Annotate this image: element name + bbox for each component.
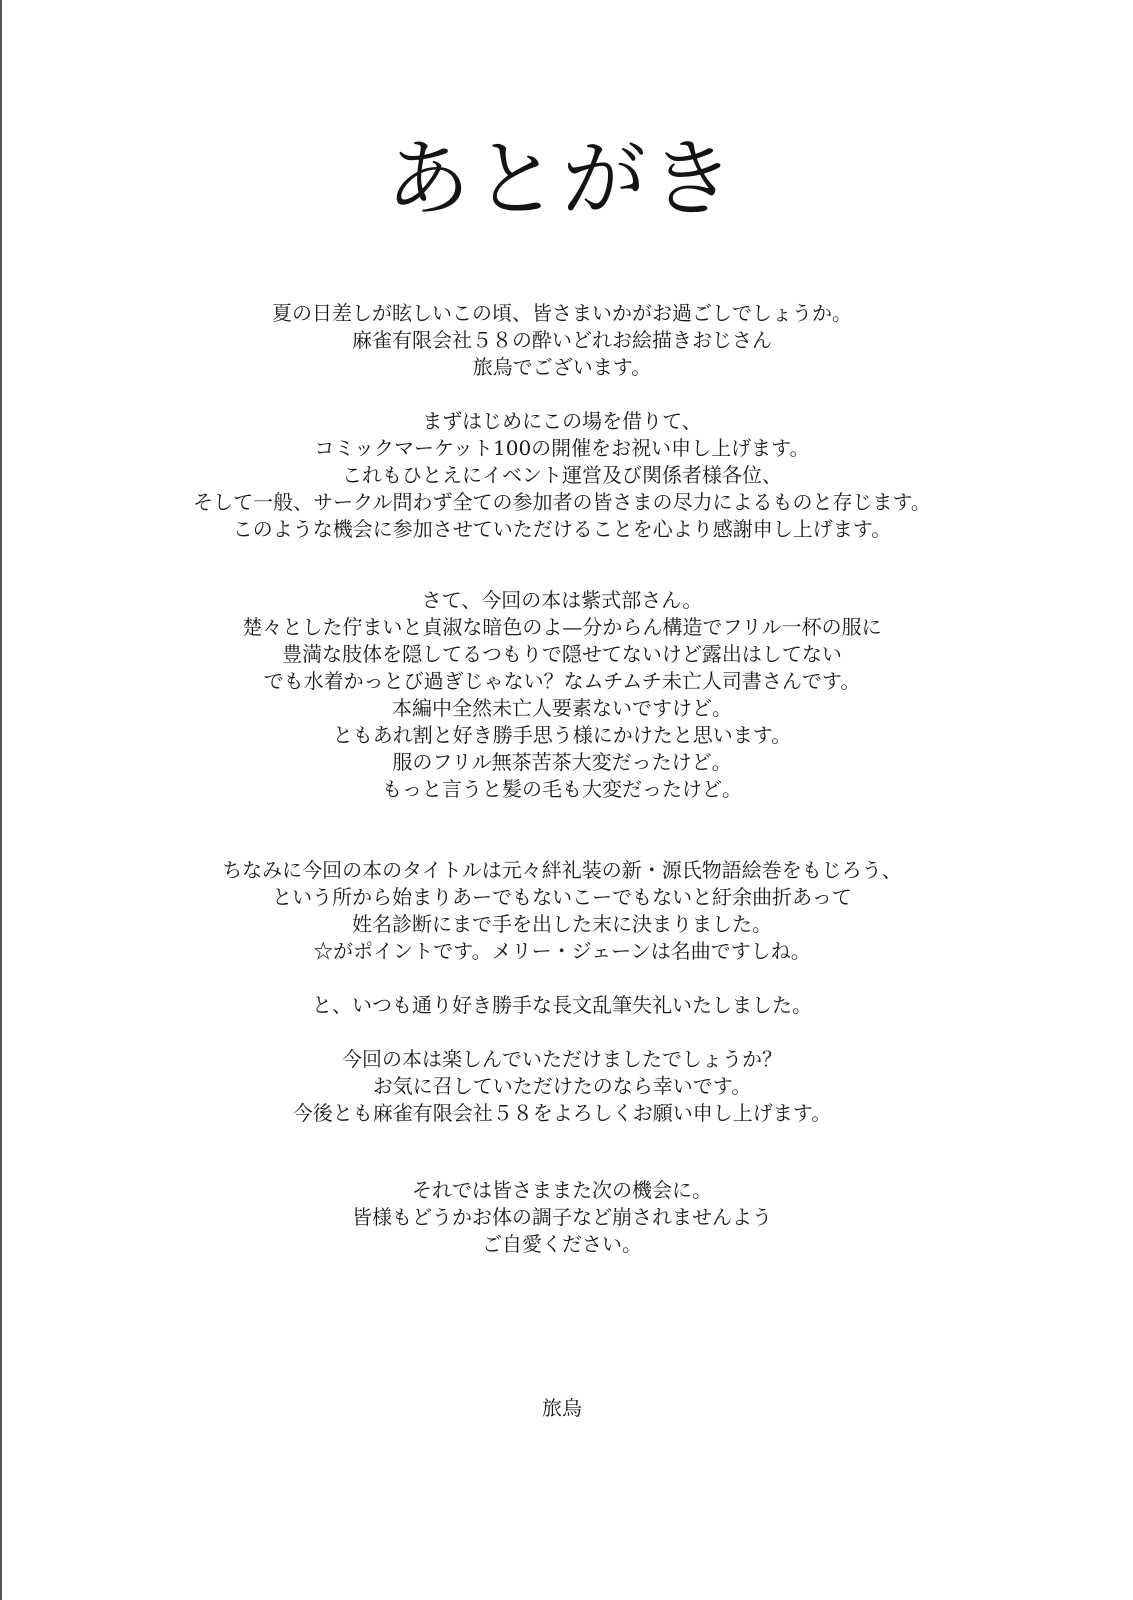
text-line: お気に召していただけたのなら幸いです。 [372, 1074, 752, 1098]
author-signature: 旅烏 [542, 1396, 582, 1420]
text-line: と、いつも通り好き勝手な長文乱筆失礼いたしました。 [312, 993, 812, 1017]
text-line: 姓名診断にまで手を出した末に決まりました。 [352, 912, 772, 936]
page-title: あとがき [385, 130, 738, 229]
paragraph-spacer [2, 543, 1122, 587]
text-line: それでは皆さままた次の機会に。 [412, 1178, 712, 1202]
paragraph-farewell [2, 1177, 1122, 1258]
text-line: 楚々とした佇まいと貞淑な暗色のよ—分からん構造でフリル一杯の服に [242, 615, 882, 639]
paragraph-greeting [2, 300, 1122, 381]
afterword-body [2, 300, 1122, 1258]
text-line: という所から始まりあーでもないこーでもないと紆余曲折あって [272, 885, 852, 909]
text-line: 今回の本は楽しんでいただけましたでしょうか？ [342, 1047, 782, 1071]
text-line: ご自愛ください。 [482, 1232, 642, 1256]
text-line: これもひとえにイベント運営及び関係者様各位、 [342, 463, 782, 487]
text-line: 今後とも麻雀有限会社５８をよろしくお願い申し上げます。 [292, 1101, 832, 1125]
text-line: ☆がポイントです。メリー・ジェーンは名曲ですしね。 [313, 939, 811, 963]
paragraph-congratulations [2, 408, 1122, 543]
paragraph-spacer [2, 1127, 1122, 1177]
text-line: 旅烏でございます。 [472, 355, 652, 379]
paragraph-spacer [2, 1019, 1122, 1046]
paragraph-spacer [2, 965, 1122, 992]
text-line: そして一般、サークル問わず全ての参加者の皆さまの尽力によるものと存じます。 [193, 490, 931, 514]
paragraph-spacer [2, 803, 1122, 857]
text-line: 服のフリル無茶苦茶大変だったけど。 [392, 750, 732, 774]
text-line: ともあれ割と好き勝手思う様にかけたと思います。 [332, 723, 792, 747]
paragraph-apology [2, 992, 1122, 1019]
text-line: もっと言うと髪の毛も大変だったけど。 [382, 777, 742, 801]
paragraph-spacer [2, 381, 1122, 408]
text-line: 豊満な肢体を隠してるつもりで隠せてないけど露出はしてない [282, 642, 842, 666]
text-line: でも水着かっとび過ぎじゃない？なムチムチ未亡人司書さんです。 [263, 669, 861, 693]
text-line: ちなみに今回の本のタイトルは元々絆礼装の新・源氏物語絵巻をもじろう、 [222, 858, 902, 882]
text-line: 皆様もどうかお体の調子など崩されませんよう [352, 1205, 772, 1229]
text-line: コミックマーケット100の開催をお祝い申し上げます。 [314, 436, 810, 460]
paragraph-thanks [2, 1046, 1122, 1127]
paragraph-about-book [2, 587, 1122, 803]
text-line: このような機会に参加させていただけることを心より感謝申し上げます。 [232, 517, 892, 541]
text-line: まずはじめにこの場を借りて、 [422, 409, 702, 433]
text-line: 夏の日差しが眩しいこの頃、皆さまいかがお過ごしでしょうか。 [272, 301, 852, 325]
text-line: 本編中全然未亡人要素ないですけど。 [392, 696, 732, 720]
paragraph-title-origin [2, 857, 1122, 965]
text-line: さて、今回の本は紫式部さん。 [421, 588, 703, 612]
text-line: 麻雀有限会社５８の酔いどれお絵描きおじさん [352, 328, 772, 352]
